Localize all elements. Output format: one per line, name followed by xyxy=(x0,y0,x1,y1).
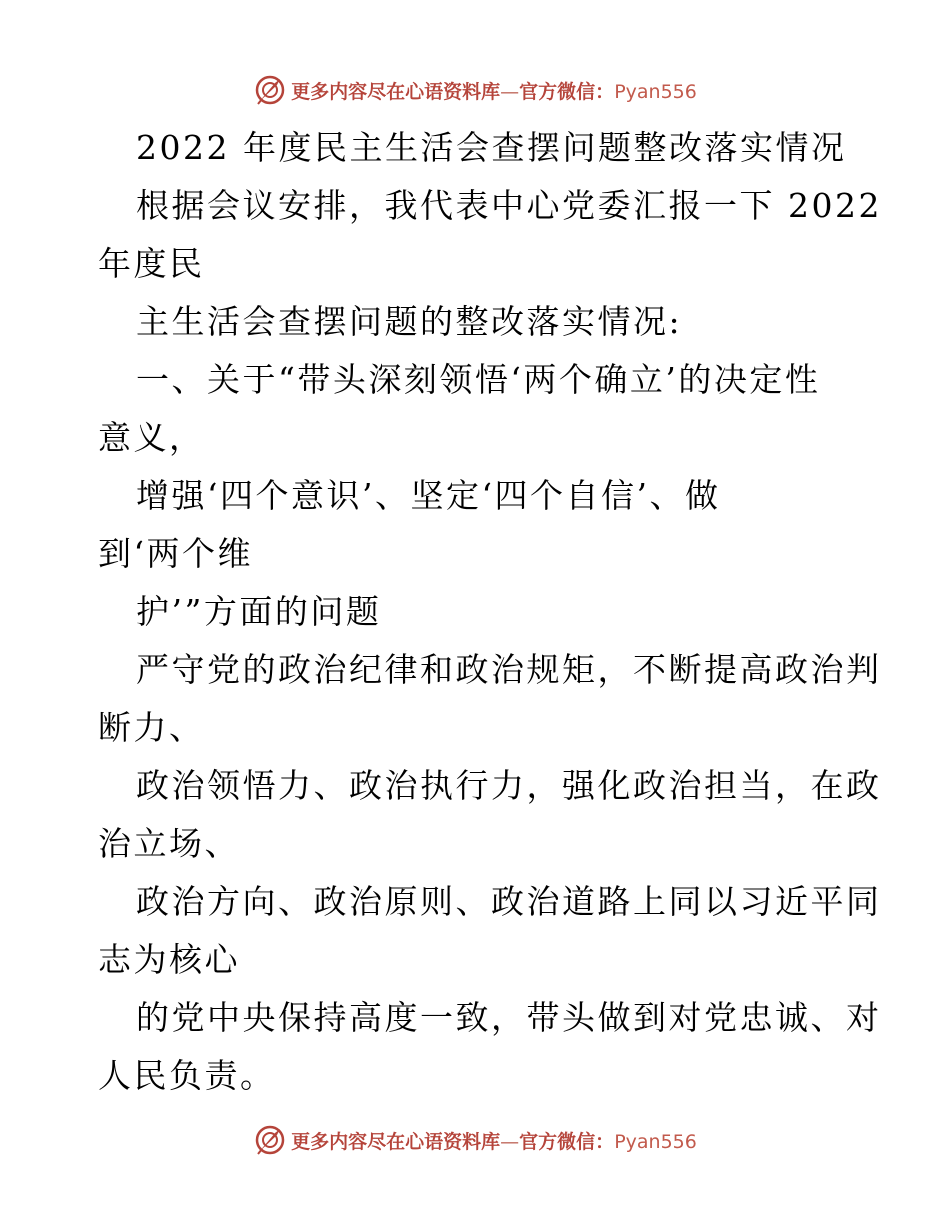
header-watermark xyxy=(0,70,950,110)
watermark-separator: — xyxy=(500,80,520,103)
section-heading-line: 增强‘四个意识’、坚定‘四个自信’、做 xyxy=(136,476,721,515)
footer-watermark xyxy=(0,1120,950,1160)
watermark-wechat-id: Pyan556 xyxy=(614,1130,697,1153)
watermark-separator: — xyxy=(500,1130,520,1153)
paragraph-line: 政治方向、政治原则、政治道路上同以习近平同 xyxy=(136,882,882,921)
watermark-text xyxy=(291,77,697,104)
section-heading-line: 意义， xyxy=(98,418,205,457)
paragraph-line: 志为核心 xyxy=(98,940,240,979)
paragraph-line: 人民负责。 xyxy=(98,1056,276,1095)
paragraph-line: 政治领悟力、政治执行力，强化政治担当，在政 xyxy=(136,766,882,805)
document-title: 2022 年度民主生活会查摆问题整改落实情况 xyxy=(136,128,847,167)
watermark-brand: 更多内容尽在心语资料库 xyxy=(291,80,501,103)
watermark-wechat-label: 官方微信： xyxy=(519,1130,615,1153)
paragraph-line: 断力、 xyxy=(98,708,205,747)
section-heading-line: 一、关于“带头深刻领悟‘两个确立’的决定性 xyxy=(136,360,821,399)
paragraph-line: 治立场、 xyxy=(98,824,240,863)
quill-logo-icon xyxy=(253,1123,287,1157)
section-heading-line: 到‘两个维 xyxy=(98,534,253,573)
paragraph-line: 严守党的政治纪律和政治规矩，不断提高政治判 xyxy=(136,650,882,689)
watermark-brand: 更多内容尽在心语资料库 xyxy=(291,1130,501,1153)
watermark-text xyxy=(291,1127,697,1154)
paragraph-line: 年度民 xyxy=(98,244,205,283)
paragraph-line: 主生活会查摆问题的整改落实情况: xyxy=(136,302,683,341)
watermark-wechat-label: 官方微信： xyxy=(519,80,615,103)
watermark-wechat-id: Pyan556 xyxy=(614,80,697,103)
paragraph-line: 的党中央保持高度一致，带头做到对党忠诚、对 xyxy=(136,998,882,1037)
section-heading-line: 护’”方面的问题 xyxy=(136,592,382,631)
quill-logo-icon xyxy=(253,73,287,107)
paragraph-line: 根据会议安排，我代表中心党委汇报一下 2022 xyxy=(136,186,882,225)
